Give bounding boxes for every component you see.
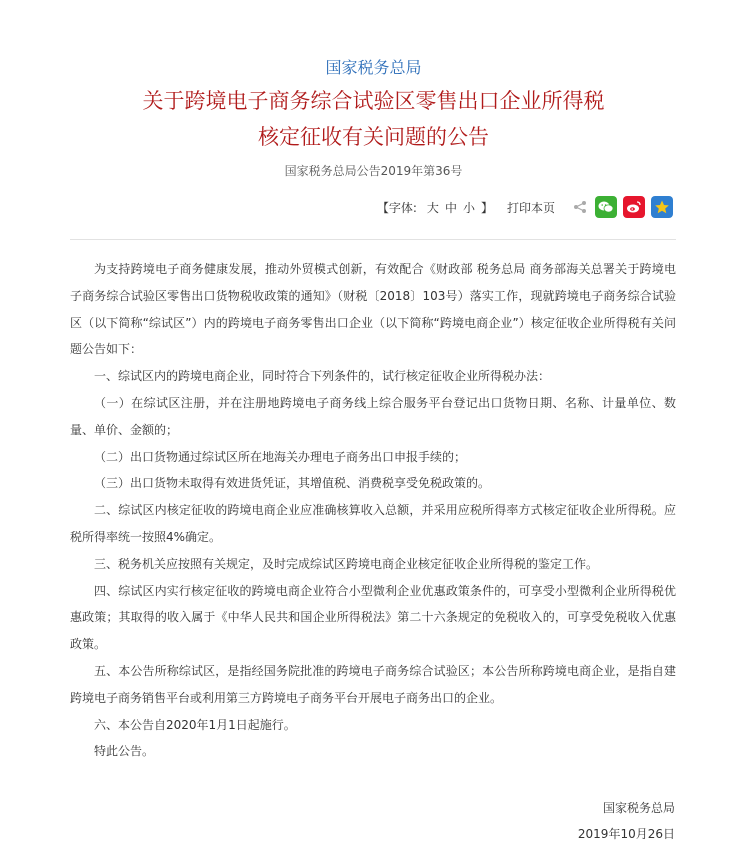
paragraph-closing: 特此公告。 xyxy=(94,744,155,759)
paragraph-intro: 为支持跨境电子商务健康发展，推动外贸模式创新，有效配合《财政部 税务总局 商务部海关总署关于跨境电子商务综合试验区零售出口货物税收政策的通知》（财税〔2018〕103号）落实工作，现就跨境电子商务综合试验区（以下简称“综试区”）内的跨境电子商务零售出口企业（以下简称“跨境电商企业”）核定征收企业所得税有关问题公告如下： xyxy=(70,262,676,357)
toolbar xyxy=(377,196,673,218)
agency-name: 国家税务总局 xyxy=(325,58,422,77)
font-size-medium-button[interactable]: 中 xyxy=(444,200,457,215)
paragraph-condition-1: （一）在综试区注册，并在注册地跨境电子商务线上综合服务平台登记出口货物日期、名称、计量单位、数量、单价、金额的； xyxy=(70,395,676,437)
paragraph-item-3: 三、税务机关应按照有关规定，及时完成综试区跨境电商企业核定征收企业所得税的鉴定工作。 xyxy=(94,556,599,571)
share-icon[interactable] xyxy=(573,196,589,218)
weibo-icon[interactable] xyxy=(623,196,645,218)
paragraph-item-2: 二、综试区内核定征收的跨境电商企业应准确核算收入总额，并采用应税所得率方式核定征收企业所得税。应税所得率统一按照4%确定。 xyxy=(70,503,676,544)
paragraph-item-4: 四、综试区内实行核定征收的跨境电商企业符合小型微利企业优惠政策条件的，可享受小型微利企业所得税优惠政策；其取得的收入属于《中华人民共和国企业所得税法》第二十六条规定的免税收入的，可享受免税收入优惠政策。 xyxy=(70,583,676,652)
font-size-large-button[interactable]: 大 xyxy=(426,200,439,215)
header-divider xyxy=(70,239,676,240)
document-number: 国家税务总局公告2019年第36号 xyxy=(284,164,463,178)
announcement-body xyxy=(70,256,676,765)
font-size-small-button[interactable]: 小 xyxy=(462,200,475,215)
paragraph-item-6: 六、本公告自2020年1月1日起施行。 xyxy=(94,717,296,732)
title-line-2: 核定征收有关问题的公告 xyxy=(258,125,489,149)
font-size-label-close: 】 xyxy=(480,200,493,215)
paragraph-item-5: 五、本公告所称综试区，是指经国务院批准的跨境电子商务综合试验区；本公告所称跨境电商企业，是指自建跨境电子商务销售平台或利用第三方跨境电子商务平台开展电子商务出口的企业。 xyxy=(70,663,676,705)
paragraph-item-1: 一、综试区内的跨境电商企业，同时符合下列条件的，试行核定征收企业所得税办法： xyxy=(94,369,551,384)
title-line-1: 关于跨境电子商务综合试验区零售出口企业所得税 xyxy=(142,89,605,113)
font-size-label: 【字体: xyxy=(376,200,417,215)
signature-org: 国家税务总局 xyxy=(602,801,675,815)
signature-date: 2019年10月26日 xyxy=(577,827,675,841)
qzone-icon[interactable] xyxy=(651,196,673,218)
wechat-icon[interactable] xyxy=(595,196,617,218)
paragraph-condition-2: （二）出口货物通过综试区所在地海关办理电子商务出口申报手续的； xyxy=(94,449,467,464)
print-page-link[interactable]: 打印本页 xyxy=(506,200,555,215)
paragraph-condition-3: （三）出口货物未取得有效进货凭证，其增值税、消费税享受免税政策的。 xyxy=(94,476,491,491)
